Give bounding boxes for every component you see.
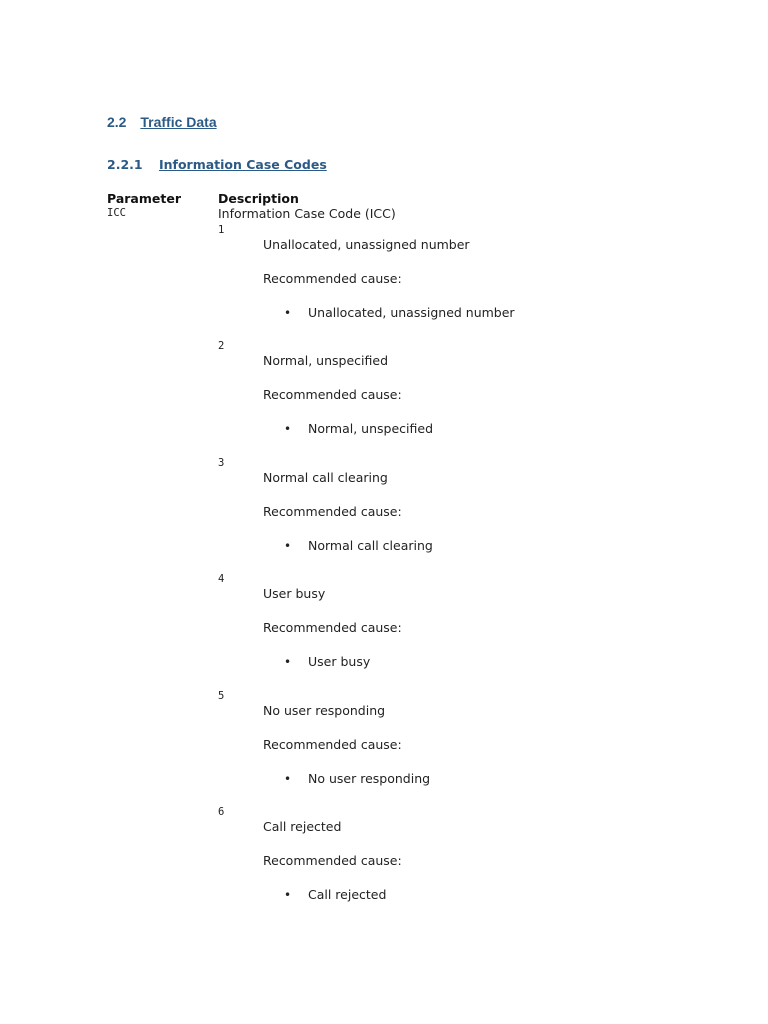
- code-name: Unallocated, unassigned number: [263, 237, 470, 252]
- recommended-cause-label: Recommended cause:: [263, 503, 402, 519]
- code-number: 6: [218, 805, 225, 818]
- subsection-title-link[interactable]: Information Case Codes: [158, 157, 327, 172]
- code-name: No user responding: [263, 702, 386, 718]
- cause-text: Call rejected: [308, 886, 387, 902]
- code-number: 2: [218, 340, 225, 353]
- cause-list-item: [284, 654, 370, 669]
- parameter-column-header: Parameter: [107, 191, 181, 206]
- recommended-cause-label: Recommended cause:: [263, 736, 402, 752]
- code-name: Normal, unspecified: [263, 353, 388, 369]
- subsection-heading: [107, 157, 327, 172]
- subsection-number: 2.2.1: [107, 157, 143, 172]
- bullet-icon: •: [284, 655, 292, 670]
- section-number: 2.2: [107, 114, 127, 130]
- code-name: Normal call clearing: [263, 469, 388, 485]
- cause-list-item: [284, 771, 430, 786]
- code-entry: [218, 224, 738, 340]
- code-entry: [218, 573, 738, 689]
- code-number: 5: [218, 689, 225, 702]
- cause-list-item: [284, 305, 515, 320]
- cause-list-item: [284, 887, 386, 902]
- bullet-icon: •: [284, 306, 292, 320]
- code-number: 4: [218, 573, 225, 586]
- code-entry: [218, 457, 738, 573]
- code-entry: [218, 340, 738, 456]
- parameter-value: ICC: [107, 207, 126, 219]
- recommended-cause-label: Recommended cause:: [263, 620, 402, 636]
- recommended-cause-label: Recommended cause:: [263, 387, 402, 403]
- cause-list-item: [284, 538, 433, 553]
- code-number: 1: [218, 224, 225, 236]
- cause-text: No user responding: [308, 770, 431, 786]
- recommended-cause-label: Recommended cause:: [263, 271, 402, 286]
- bullet-icon: •: [284, 422, 292, 437]
- cause-text: Unallocated, unassigned number: [308, 305, 515, 320]
- cause-list-item: [284, 421, 433, 436]
- section-title-link[interactable]: Traffic Data: [140, 114, 217, 130]
- code-number: 3: [218, 456, 225, 469]
- cause-text: Normal, unspecified: [308, 421, 433, 437]
- cause-text: Normal call clearing: [308, 537, 433, 553]
- bullet-icon: •: [284, 771, 292, 786]
- recommended-cause-label: Recommended cause:: [263, 852, 402, 868]
- description-column-header: Description: [218, 191, 299, 206]
- cause-text: User busy: [308, 654, 371, 670]
- code-name: User busy: [263, 586, 326, 602]
- bullet-icon: •: [284, 887, 292, 902]
- code-list: [218, 224, 738, 922]
- code-name: Call rejected: [263, 818, 342, 834]
- code-entry: [218, 690, 738, 806]
- section-heading: [107, 114, 217, 130]
- description-value: Information Case Code (ICC): [218, 206, 396, 221]
- bullet-icon: •: [284, 538, 292, 553]
- code-entry: [218, 806, 738, 922]
